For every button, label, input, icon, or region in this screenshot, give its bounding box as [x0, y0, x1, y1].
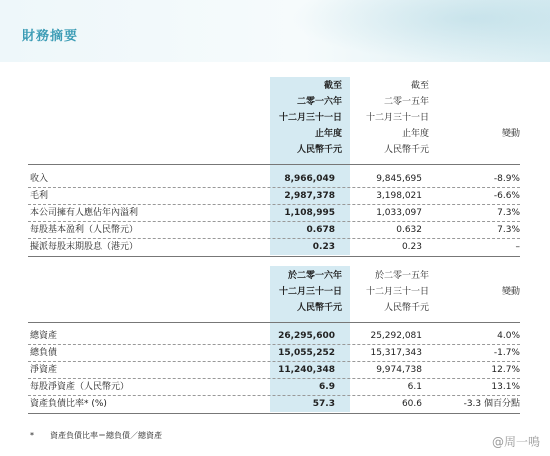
t1-h2016-line2: 二零一六年: [296, 97, 342, 107]
value-2016: 0.23: [312, 242, 335, 252]
value-2015: 0.632: [396, 225, 422, 235]
table-row: [28, 223, 520, 238]
t2-h2015-line2: 十二月三十一日: [365, 287, 429, 297]
row-label: 資產負債比率* (%): [30, 399, 107, 409]
t1-h2015-line2: 二零一五年: [383, 97, 429, 107]
value-2016: 0.678: [306, 225, 335, 235]
row-divider: [28, 395, 520, 396]
t2-h2015-line1: 於二零一五年: [374, 271, 429, 281]
value-change: -6.6%: [493, 191, 520, 201]
table-row: [28, 380, 520, 395]
value-change: 4.0%: [497, 331, 520, 341]
row-label: 擬派每股末期股息（港元）: [30, 242, 139, 252]
t2-h2016-line2: 十二月三十一日: [278, 287, 342, 297]
t1-header-2016: [270, 78, 342, 158]
row-label: 每股基本盈利（人民幣元）: [30, 225, 139, 235]
t1-header-rule: [28, 164, 520, 165]
value-2015: 9,845,695: [376, 174, 422, 184]
t1-bottom-rule: [28, 256, 520, 257]
value-2015: 60.6: [401, 399, 422, 409]
row-label: 每股淨資產（人民幣元）: [30, 382, 130, 392]
value-change: 7.3%: [497, 208, 520, 218]
table-row: [28, 329, 520, 344]
value-2016: 2,987,378: [284, 191, 335, 201]
t2-header-change: 變動: [501, 287, 520, 297]
row-label: 淨資產: [30, 365, 58, 375]
table-row: [28, 346, 520, 361]
row-label: 本公司擁有人應佔年內溢利: [30, 208, 139, 218]
row-divider: [28, 378, 520, 379]
t1-h2016-line5: 人民幣千元: [296, 145, 342, 155]
value-2016: 8,966,049: [284, 174, 335, 184]
t1-h2016-line3: 十二月三十一日: [278, 113, 342, 123]
t1-header-2015: [350, 78, 429, 158]
t1-h2016-line1: 截至: [323, 81, 342, 91]
value-2015: 3,198,021: [376, 191, 422, 201]
value-2015: 25,292,081: [370, 331, 422, 341]
t2-h2015-line3: 人民幣千元: [383, 303, 429, 313]
value-2016: 6.9: [319, 382, 335, 392]
value-2015: 1,033,097: [376, 208, 422, 218]
t2-header-2016: [270, 268, 342, 316]
row-label: 總負債: [30, 348, 58, 358]
t1-h2015-line1: 截至: [410, 81, 429, 91]
value-2015: 0.23: [401, 242, 422, 252]
table-row: [28, 206, 520, 221]
t2-header-rule: [28, 322, 520, 323]
table-row: [28, 172, 520, 187]
row-divider: [28, 344, 520, 345]
table-row: [28, 189, 520, 204]
value-change: –: [515, 242, 520, 252]
footnote: * 資產負債比率＝總負債／總資產: [30, 431, 162, 440]
row-label: 總資產: [30, 331, 58, 341]
page-title: 財務摘要: [22, 29, 79, 44]
value-change: -8.9%: [493, 174, 520, 184]
table-row: [28, 397, 520, 412]
t2-header-2015: [350, 268, 429, 316]
value-change: 12.7%: [491, 365, 520, 375]
t1-h2015-line5: 人民幣千元: [383, 145, 429, 155]
value-2016: 57.3: [312, 399, 335, 409]
t1-h2015-line4: 止年度: [401, 129, 429, 139]
watermark: @周一鳴: [491, 435, 540, 449]
value-change: -3.3 個百分點: [463, 399, 520, 409]
row-divider: [28, 361, 520, 362]
row-divider: [28, 221, 520, 222]
row-label: 收入: [30, 174, 49, 184]
value-2016: 11,240,348: [278, 365, 335, 375]
value-change: 13.1%: [491, 382, 520, 392]
t1-h2016-line4: 止年度: [314, 129, 342, 139]
row-divider: [28, 238, 520, 239]
t2-h2016-line1: 於二零一六年: [287, 271, 342, 281]
table-row: [28, 240, 520, 255]
value-2015: 6.1: [407, 382, 422, 392]
row-label: 毛利: [30, 191, 49, 201]
row-divider: [28, 187, 520, 188]
value-change: -1.7%: [493, 348, 520, 358]
row-divider: [28, 204, 520, 205]
t2-h2016-line3: 人民幣千元: [296, 303, 342, 313]
value-2015: 15,317,343: [370, 348, 422, 358]
value-2016: 15,055,252: [278, 348, 335, 358]
t1-h2015-line3: 十二月三十一日: [365, 113, 429, 123]
value-2016: 1,108,995: [284, 208, 335, 218]
t1-header-change: 變動: [501, 129, 520, 139]
value-2015: 9,974,738: [376, 365, 422, 375]
value-2016: 26,295,600: [278, 331, 335, 341]
t2-bottom-rule: [28, 413, 520, 414]
header-banner: [0, 0, 550, 62]
value-change: 7.3%: [497, 225, 520, 235]
table-row: [28, 363, 520, 378]
